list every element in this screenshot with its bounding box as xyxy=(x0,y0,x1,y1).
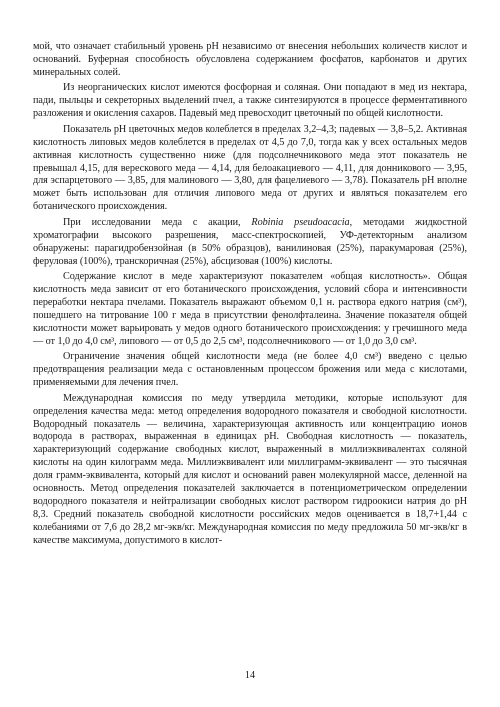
body-text xyxy=(33,41,467,548)
robinia-text-after: , методами жидкостной хроматографии высокого разрешения, масс-спектроскопией, УФ-детекторным анализом обнаружены: парагидробензойная (в 50% образцов), ванилиновая (25%), паракумаровая (25%), феруловая (100%), транскоричная (25%), абсцизовая (100%) кислоты. xyxy=(33,216,468,267)
robinia-latin-name: Robinia pseudoacacia xyxy=(251,216,350,228)
page-number: 14 xyxy=(244,670,256,681)
paragraph-ph-values: Показатель pH цветочных медов колеблется в пределах 3,2–4,3; падевых — 3,8–5,2. Активная кислотность липовых медов колеблется в пределах от 4,5 до 7,0, тогда как у всех остальных медов активная кислотность существенно ниже (для подсолнечникового меда этот показатель не превышал 4,15, для верескового меда — 4,14, для белоакациевого — 4,11, для донникового — 3,95, для эспарцетового — 3,85, для малинового — 3,80, для фацелиевого — 3,78). Показатель pH вполне может быть использован для отличия липового меда от других и являться показателем его ботанического происхождения. xyxy=(33,123,467,213)
paragraph-inorganic-acids: Из неорганических кислот имеются фосфорная и соляная. Они попадают в мед из нектара, пади, пыльцы и секреторных выделений пчел, а также синтезируются в процессе ферментативного разложения и окисления сахаров. Падевый мед превосходит цветочный по общей кислотности. xyxy=(33,82,467,120)
paragraph-acidity-limit: Ограничение значения общей кислотности меда (не более 4,0 см³) введено с целью предотвращения реализации меда с остановленным процессом брожения или меда с кислотами, применяемыми для лечения пчел. xyxy=(33,351,467,389)
paragraph-continuation: мой, что означает стабильный уровень pH независимо от внесения небольших количеств кислот и оснований. Буферная способность обусловлена содержанием фосфатов, карбонатов и других минеральных солей. xyxy=(33,41,467,78)
paragraph-total-acidity: Содержание кислот в меде характеризуют показателем «общая кислотность». Общая кислотность меда зависит от его ботанического происхождения, условий сбора и интенсивности переработки нектара пчелами. Показатель выражают объемом 0,1 н. раствора едкого натрия (см³), пошедшего на титрование 100 г меда в присутствии фенолфталеина. Значение показателя общей кислотности может варьировать у медов одного ботанического происхождения: у гречишного меда — от 1,0 до 4,0 см³, липового — от 0,5 до 2,5 см³, подсолнечникового — от 1,0 до 3,0 см³. xyxy=(33,271,467,347)
paragraph-international-commission: Международная комиссия по меду утвердила методики, которые используют для определения качества меда: метод определения водородного показателя и свободной кислотности. Водородный показатель — величина, характеризующая активность или концентрацию ионов водорода в растворах, выраженная в единицах pH. Свободная кислотность — показатель, характеризующий содержание свободных кислот, выраженный в миллиэквивалентах соляной кислоты на один килограмм меда. Миллиэквивалент или миллиграмм-эквивалент — это тысячная доля грамм-эквивалента, который для кислот и оснований равен молекулярной массе, деленной на основность. Метод определения показателей заключается в потенциометрическом определении водородного показателя и нейтрализации свободных кислот раствором гидроокиси натрия до pH 8,3. Средний показатель свободной кислотности российских медов оценивается в 18,7+1,44 с колебаниями от 7,6 до 28,2 мг-экв/кг. Международная комиссия по меду предложила 50 мг-экв/кг в качестве максимума, допустимого в кислот- xyxy=(33,392,467,546)
paragraph-robinia xyxy=(33,217,467,269)
robinia-text-before: При исследовании меда с акации, xyxy=(63,216,252,228)
